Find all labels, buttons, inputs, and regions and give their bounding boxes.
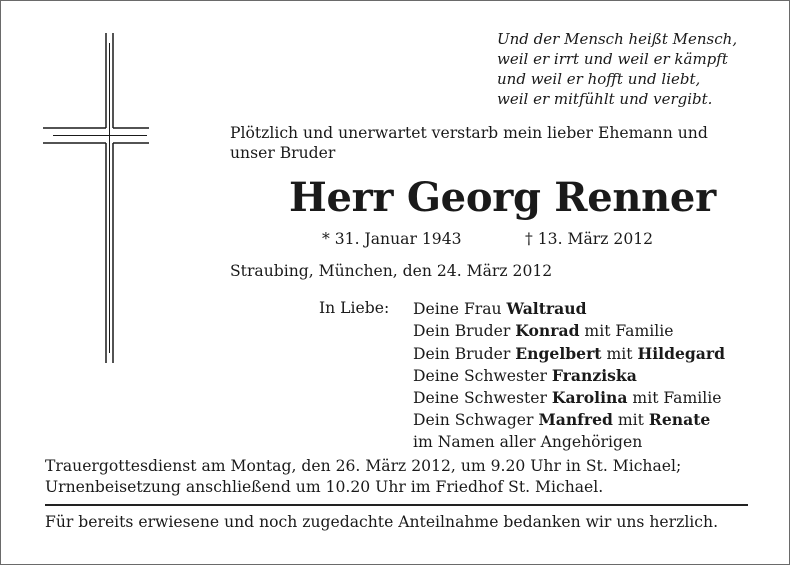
death-date: † 13. März 2012 xyxy=(525,230,654,248)
service-info xyxy=(45,456,681,498)
intro-text xyxy=(230,123,708,163)
intro-line: unser Bruder xyxy=(230,144,336,162)
mourner-entry: Dein Schwager Manfred mit Renate xyxy=(413,410,711,430)
place-and-date: Straubing, München, den 24. März 2012 xyxy=(230,262,553,280)
poem-line: weil er irrt und weil er kämpft xyxy=(497,50,728,68)
mourners-label: In Liebe: xyxy=(319,299,390,317)
poem-line: und weil er hofft und liebt, xyxy=(497,70,701,88)
thanks-text: Für bereits erwiesene und noch zugedachte Anteilnahme bedanken wir uns herzlich. xyxy=(45,513,719,531)
poem-verse xyxy=(497,29,737,109)
poem-line: Und der Mensch heißt Mensch, xyxy=(497,30,738,48)
service-line: Urnenbeisetzung anschließend um 10.20 Uhr im Friedhof St. Michael. xyxy=(45,478,604,496)
divider xyxy=(45,504,748,506)
mourner-entry: Dein Bruder Konrad mit Familie xyxy=(413,321,674,341)
deceased-name: Herr Georg Renner xyxy=(289,174,716,221)
cross-icon xyxy=(39,33,149,373)
intro-line: Plötzlich und unerwartet verstarb mein lieber Ehemann und xyxy=(230,124,708,142)
mourner-entry: im Namen aller Angehörigen xyxy=(413,432,643,451)
service-line: Trauergottesdienst am Montag, den 26. März 2012, um 9.20 Uhr in St. Michael; xyxy=(45,457,682,475)
mourner-entry: Deine Schwester Karolina mit Familie xyxy=(413,388,722,408)
mourners-list xyxy=(413,298,725,453)
birth-date: * 31. Januar 1943 xyxy=(322,230,462,248)
mourner-entry: Deine Frau Waltraud xyxy=(413,299,587,318)
mourner-entry: Deine Schwester Franziska xyxy=(413,365,637,385)
poem-line: weil er mitfühlt und vergibt. xyxy=(497,90,713,108)
mourner-entry: Dein Bruder Engelbert mit Hildegard xyxy=(413,343,726,363)
